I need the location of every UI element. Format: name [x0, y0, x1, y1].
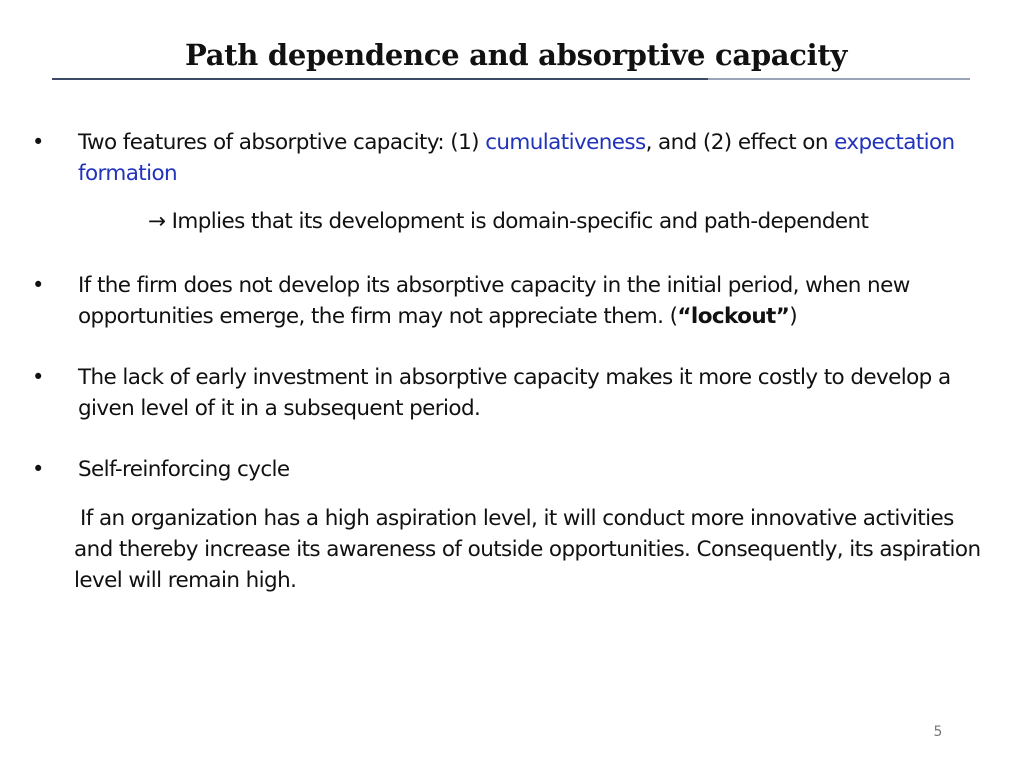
bullet-text: The lack of early investment in absorptive capacity makes it more costly to develop a given level of it in a subsequent period.: [78, 365, 951, 421]
title-underline-light-segment: [708, 78, 970, 80]
lockout-term: “lockout”: [677, 304, 790, 329]
bullet-dot: •: [32, 365, 44, 389]
bullet-text-segment: ): [789, 304, 798, 329]
bullet-dot: •: [32, 457, 44, 481]
highlight-cumulativeness: cumulativeness: [485, 130, 646, 155]
bullet-text: [78, 127, 978, 189]
bullet-text: [78, 270, 978, 332]
implication-text: Implies that its development is domain-specific and path-dependent: [165, 209, 869, 234]
slide-title: Path dependence and absorptive capacity: [184, 38, 848, 72]
bullet-dot: •: [32, 130, 44, 154]
arrow-icon: →: [148, 209, 166, 234]
highlight-expectation-formation: expectation formation: [78, 130, 955, 186]
bullet-dot: •: [32, 273, 44, 297]
bullet-text-segment: Two features of absorptive capacity: (1): [78, 130, 486, 155]
bullet-text: Self-reinforcing cycle: [78, 457, 290, 482]
implication-line: [148, 206, 968, 237]
page-number: 5: [933, 724, 943, 740]
title-underline-dark-segment: [52, 78, 708, 80]
aspiration-paragraph: If an organization has a high aspiration level, it will conduct more innovative activities and thereby increase its awareness of outside opportunities. Consequently, its aspiration level will remain high.: [74, 506, 981, 593]
bullet-text-segment: If the firm does not develop its absorptive capacity in the initial period, when new opportunities emerge, the firm may not appreciate them. (: [78, 273, 910, 329]
bullet-text-segment: , and (2) effect on: [645, 130, 835, 155]
title-underline: [52, 78, 970, 81]
